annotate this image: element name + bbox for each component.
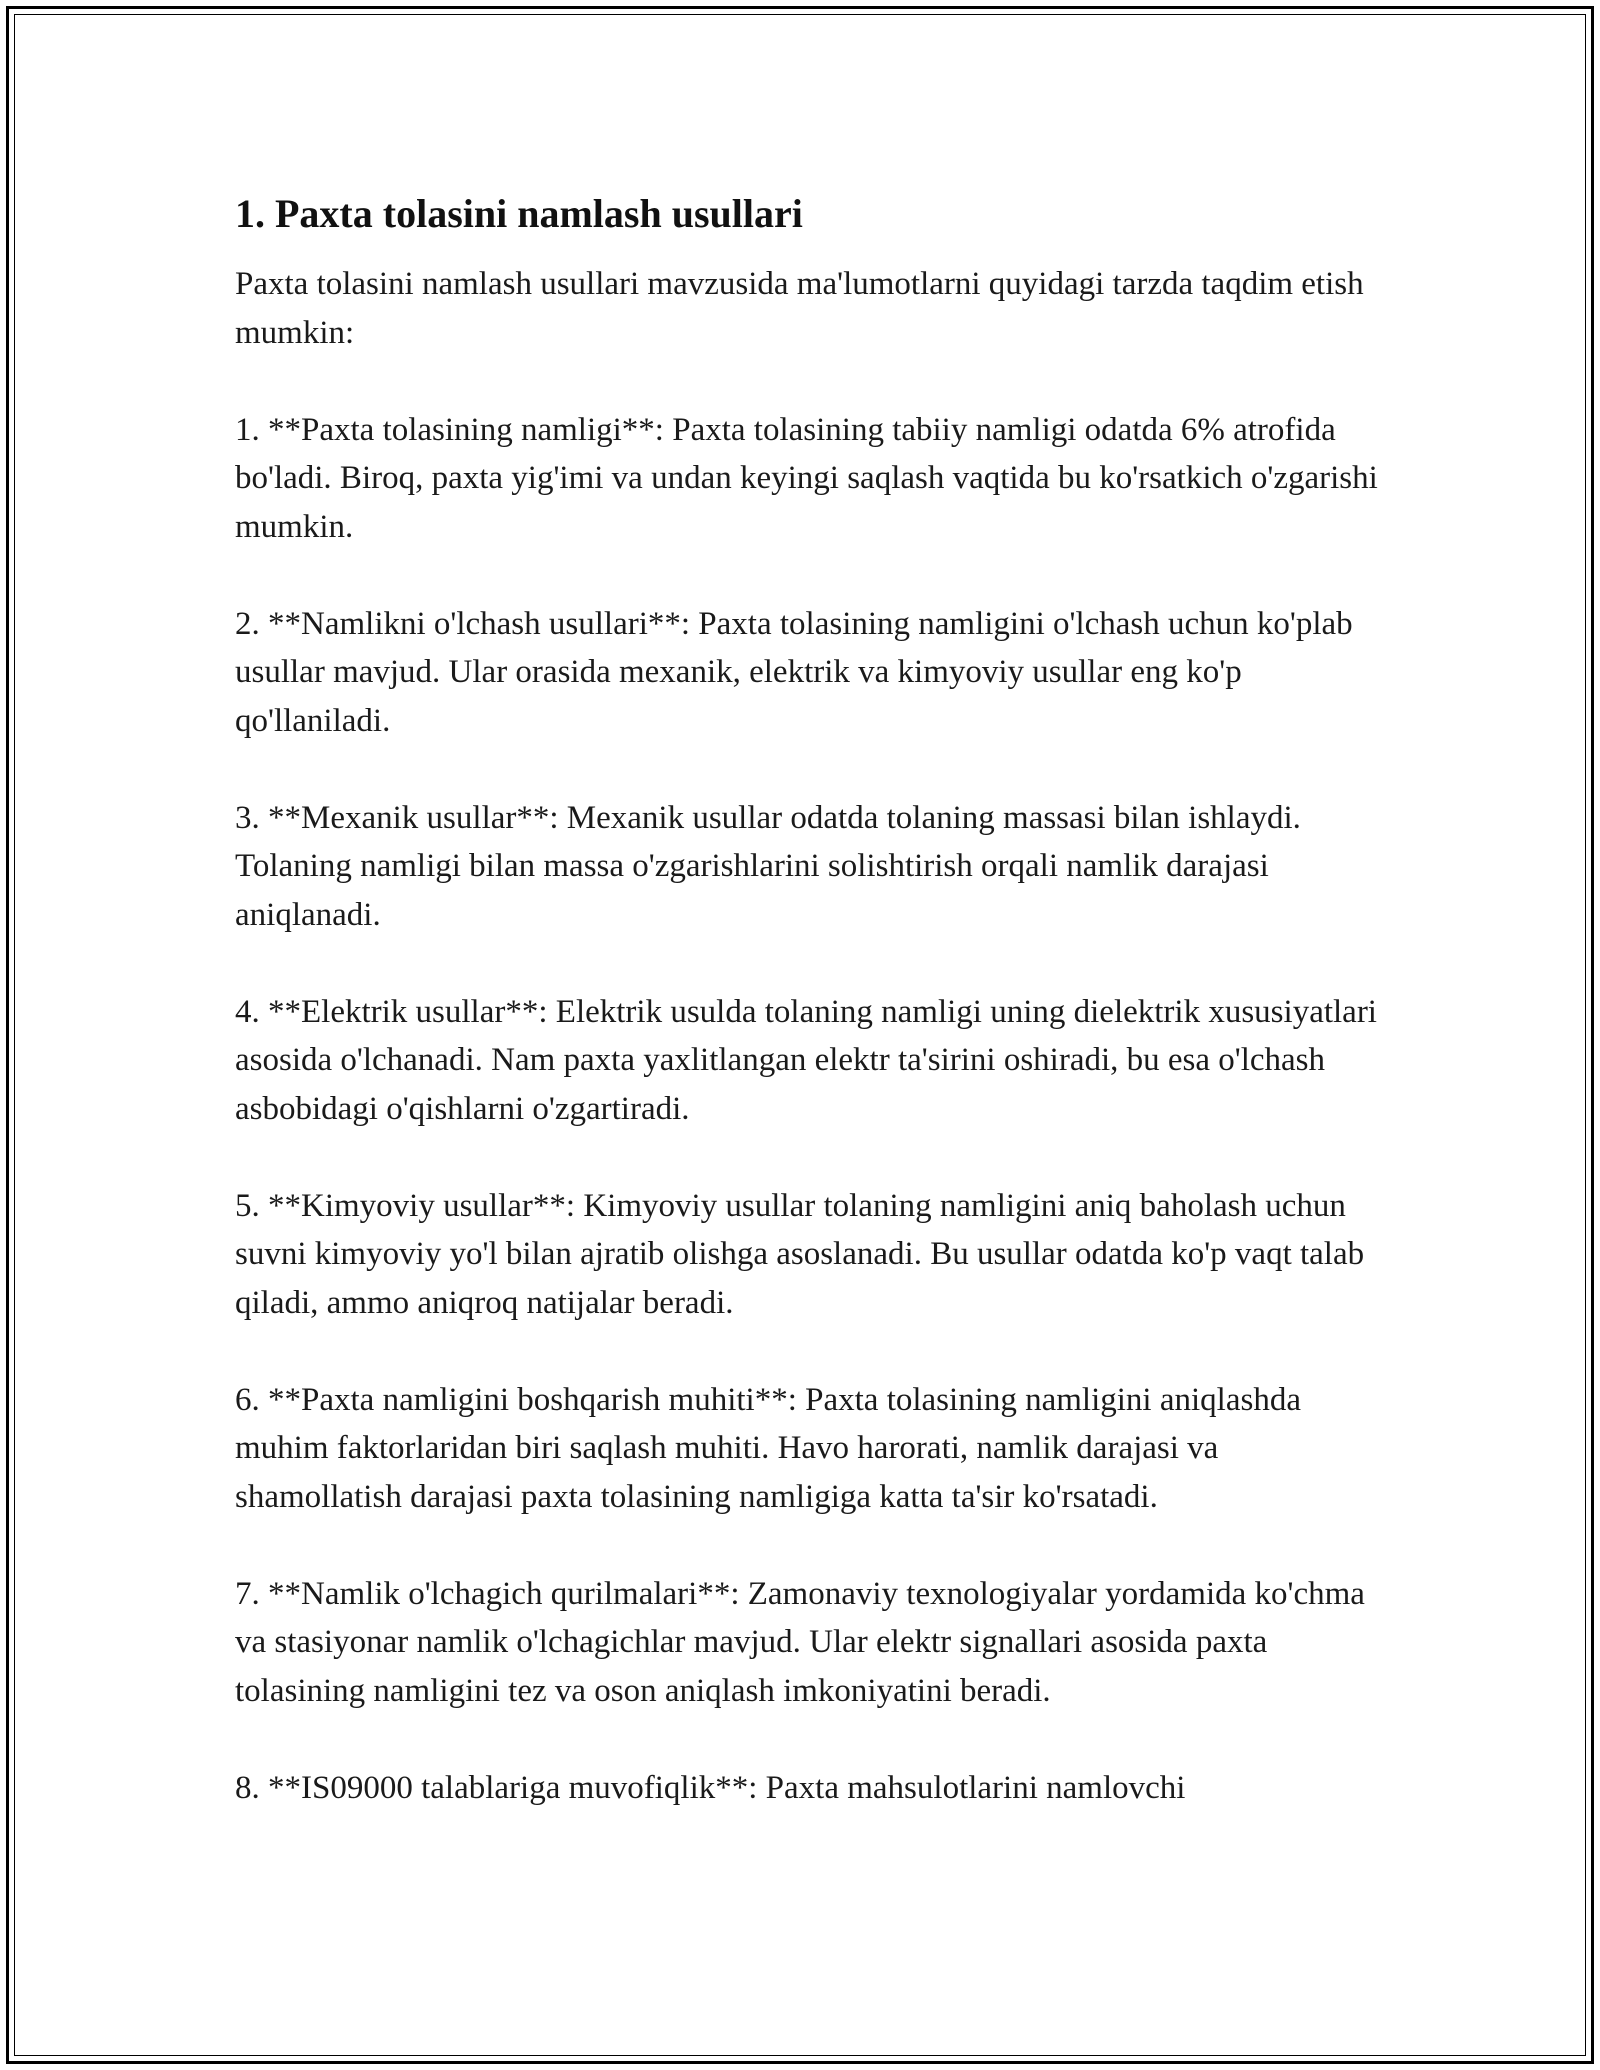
intro-paragraph: Paxta tolasini namlash usullari mavzusida ma'lumotlarni quyidagi tarzda taqdim etish mumkin: — [235, 266, 1364, 351]
document-body — [235, 186, 1385, 1861]
paragraph-electrical-methods: 4. **Elektrik usullar**: Elektrik usulda tolaning namligi uning dielektrik xususiyatlari asosida o'lchanadi. Nam paxta yaxlitlangan elektr ta'sirini oshiradi, bu esa o'lchash asbobidagi o'qishlarni o'zgartiradi. — [235, 993, 1377, 1127]
paragraph-iso-compliance: 8. **IS09000 talablariga muvofiqlik**: Paxta mahsulotlarini namlovchi — [235, 1769, 1186, 1806]
paragraph-mechanical-methods: 3. **Mexanik usullar**: Mexanik usullar odatda tolaning massasi bilan ishlaydi. Tolaning namligi bilan massa o'zgarishlarini solishtirish orqali namlik darajasi aniqlanadi. — [235, 799, 1301, 933]
paragraph-moisture: 1. **Paxta tolasining namligi**: Paxta tolasining tabiiy namligi odatda 6% atrofida bo'ladi. Biroq, paxta yig'imi va undan keyingi saqlash vaqtida bu ko'rsatkich o'zgarishi mumkin. — [235, 411, 1378, 545]
paragraph-storage-environment: 6. **Paxta namligini boshqarish muhiti**: Paxta tolasining namligini aniqlashda muhim faktorlaridan biri saqlash muhiti. Havo harorati, namlik darajasi va shamollatish darajasi paxta tolasining namligiga katta ta'sir ko'rsatadi. — [235, 1381, 1301, 1515]
paragraph-measurement-methods: 2. **Namlikni o'lchash usullari**: Paxta tolasining namligini o'lchash uchun ko'plab usullar mavjud. Ular orasida mexanik, elektrik va kimyoviy usullar eng ko'p qo'llaniladi. — [235, 605, 1353, 739]
paragraph-chemical-methods: 5. **Kimyoviy usullar**: Kimyoviy usullar tolaning namligini aniq baholash uchun suvni kimyoviy yo'l bilan ajratib olishga asoslanadi. Bu usullar odatda ko'p vaqt talab qiladi, ammo aniqroq natijalar beradi. — [235, 1187, 1365, 1321]
paragraph-moisture-meters: 7. **Namlik o'lchagich qurilmalari**: Zamonaviy texnologiyalar yordamida ko'chma va stasiyonar namlik o'lchagichlar mavjud. Ular elektr signallari asosida paxta tolasining namligini tez va oson aniqlash imkoniyatini beradi. — [235, 1575, 1365, 1709]
document-title: 1. Paxta tolasini namlash usullari — [235, 191, 803, 236]
